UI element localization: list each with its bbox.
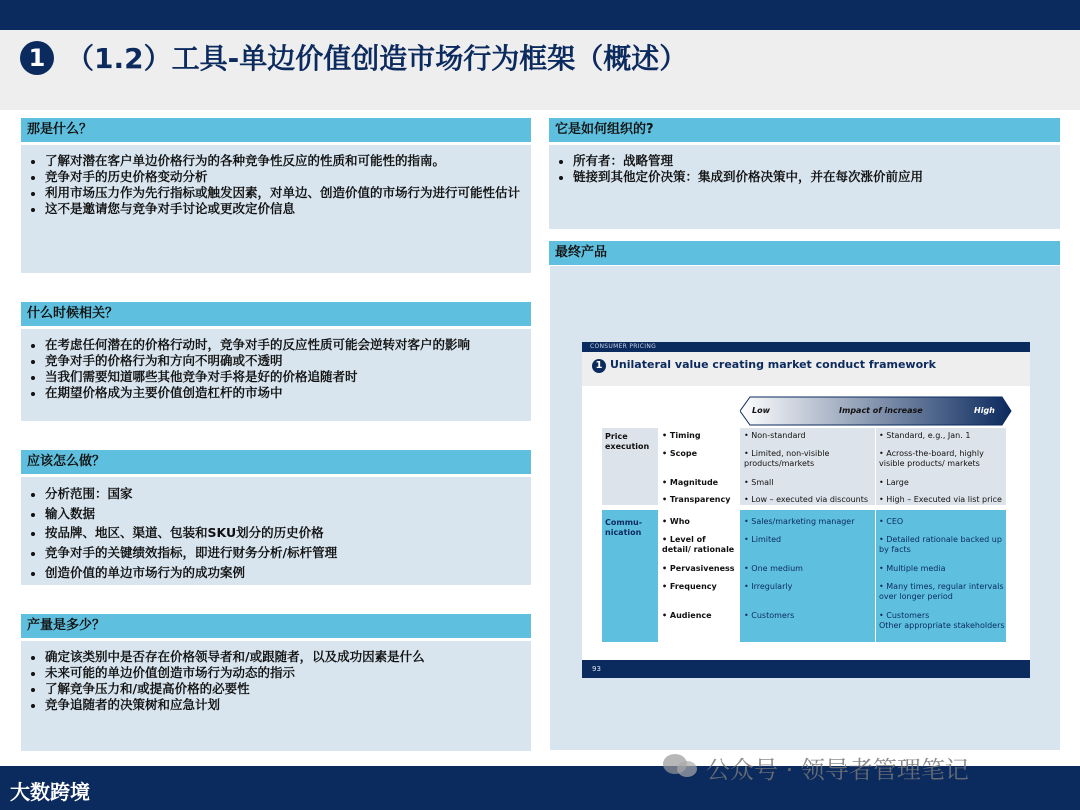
- list-item: • 竞争对手的关键绩效指标，即进行财务分析/标杆管理: [45, 543, 523, 563]
- section-heading-what: 那是什么？: [21, 118, 531, 142]
- row-high: • Standard, e.g., Jan. 1: [879, 431, 971, 440]
- row-high: • High – Executed via list price: [879, 495, 1002, 504]
- list-item: • 竞争对手的价格行为和方向不明确或不透明: [45, 353, 523, 369]
- row-high: • Many times, regular intervals over longer period: [879, 582, 1004, 601]
- section-heading-how: 应该怎么做？: [21, 450, 531, 474]
- row-factor: • Audience: [662, 611, 712, 620]
- slide-page-number: 93: [582, 660, 1030, 678]
- list-item: • 了解对潜在客户单边价格行为的各种竞争性反应的性质和可能性的指南。: [45, 153, 523, 169]
- arrow-high-label: High: [974, 406, 995, 415]
- row-low: • Irregularly: [744, 582, 793, 591]
- divider: [875, 428, 876, 505]
- slide-title: Unilateral value creating market conduct framework: [610, 358, 936, 371]
- wechat-icon: [660, 752, 700, 780]
- row-low: • Low – executed via discounts: [744, 495, 869, 504]
- list-item: • 当我们需要知道哪些其他竞争对手将是好的价格追随者时: [45, 369, 523, 385]
- list-item: • 这不是邀请您与竞争对手讨论或更改定价信息: [45, 201, 523, 217]
- row-low: • Limited: [744, 535, 782, 544]
- row-low: • Small: [744, 478, 774, 487]
- row-factor: • Level of detail/ rationale: [662, 535, 735, 554]
- row-high: • Multiple media: [879, 564, 946, 573]
- row-low: • Limited, non-visible products/markets: [744, 449, 830, 468]
- title-number-badge: 1: [20, 41, 54, 75]
- list-item: • 在考虑任何潜在的价格行动时，竞争对手的反应性质可能会逆转对客户的影响: [45, 337, 523, 353]
- arrow-low-label: Low: [752, 406, 770, 415]
- list-item: • 链接到其他定价决策：集成到价格决策中，并在每次涨价前应用: [573, 169, 1052, 185]
- section-body-org: [549, 145, 1060, 229]
- row-factor: • Magnitude: [662, 478, 719, 487]
- row-factor: • Frequency: [662, 582, 717, 591]
- row-factor: • Pervasiveness: [662, 564, 735, 573]
- arrow-mid-label: Impact of increase: [839, 406, 923, 415]
- row-high: • Detailed rationale backed up by facts: [879, 535, 1002, 554]
- section-heading-product: 最终产品: [549, 241, 1060, 265]
- section-heading-when: 什么时候相关？: [21, 302, 531, 326]
- row-low: • Sales/marketing manager: [744, 517, 855, 526]
- list-item: • 未来可能的单边价值创造市场行为动态的指示: [45, 665, 523, 681]
- watermark-text: 公众号 · 领导者管理笔记: [706, 756, 969, 784]
- group-label-price: Price execution: [605, 432, 650, 451]
- section-heading-output: 产量是多少？: [21, 614, 531, 638]
- list-item: • 在期望价格成为主要价值创造杠杆的市场中: [45, 385, 523, 401]
- section-body-what: [21, 145, 531, 273]
- row-high: • Across-the-board, highly visible products/ markets: [879, 449, 984, 468]
- row-factor: • Who: [662, 517, 690, 526]
- list-item: • 按品牌、地区、渠道、包装和SKU划分的历史价格: [45, 523, 523, 543]
- section-body-when: [21, 329, 531, 421]
- row-high: • CEO: [879, 517, 904, 526]
- list-item: • 分析范围：国家: [45, 484, 523, 504]
- row-low: • Customers: [744, 611, 795, 620]
- list-item: • 利用市场压力作为先行指标或触发因素，对单边、创造价值的市场行为进行可能性估计: [45, 185, 523, 201]
- list-item: • 竞争追随者的决策树和应急计划: [45, 697, 523, 713]
- row-factor: • Transparency: [662, 495, 731, 504]
- divider: [875, 510, 876, 642]
- row-low: • One medium: [744, 564, 803, 573]
- product-slide-image: [582, 342, 1030, 678]
- top-bar: [0, 0, 1080, 30]
- section-heading-org: 它是如何组织的?: [549, 118, 1060, 142]
- list-item: • 所有者：战略管理: [573, 153, 1052, 169]
- list-item: • 竞争对手的历史价格变动分析: [45, 169, 523, 185]
- section-body-output: [21, 641, 531, 751]
- row-factor: • Timing: [662, 431, 701, 440]
- row-high: • Large: [879, 478, 909, 487]
- slide-tag: CONSUMER PRICING: [582, 342, 1030, 352]
- group-label-communication: Commu- nication: [605, 518, 643, 537]
- list-item: • 确定该类别中是否存在价格领导者和/或跟随者，以及成功因素是什么: [45, 649, 523, 665]
- brand-logo: 大数跨境: [10, 780, 90, 804]
- page-title: （1.2）工具-单边价值创造市场行为框架（概述）: [66, 42, 688, 75]
- row-low: • Non-standard: [744, 431, 806, 440]
- list-item: • 创造价值的单边市场行为的成功案例: [45, 563, 523, 582]
- section-body-how: [21, 477, 531, 585]
- list-item: • 了解竞争压力和/或提高价格的必要性: [45, 681, 523, 697]
- list-item: • 输入数据: [45, 504, 523, 523]
- row-high: • Customers Other appropriate stakeholders: [879, 611, 1005, 630]
- slide-number-badge: 1: [592, 359, 606, 373]
- row-factor: • Scope: [662, 449, 698, 458]
